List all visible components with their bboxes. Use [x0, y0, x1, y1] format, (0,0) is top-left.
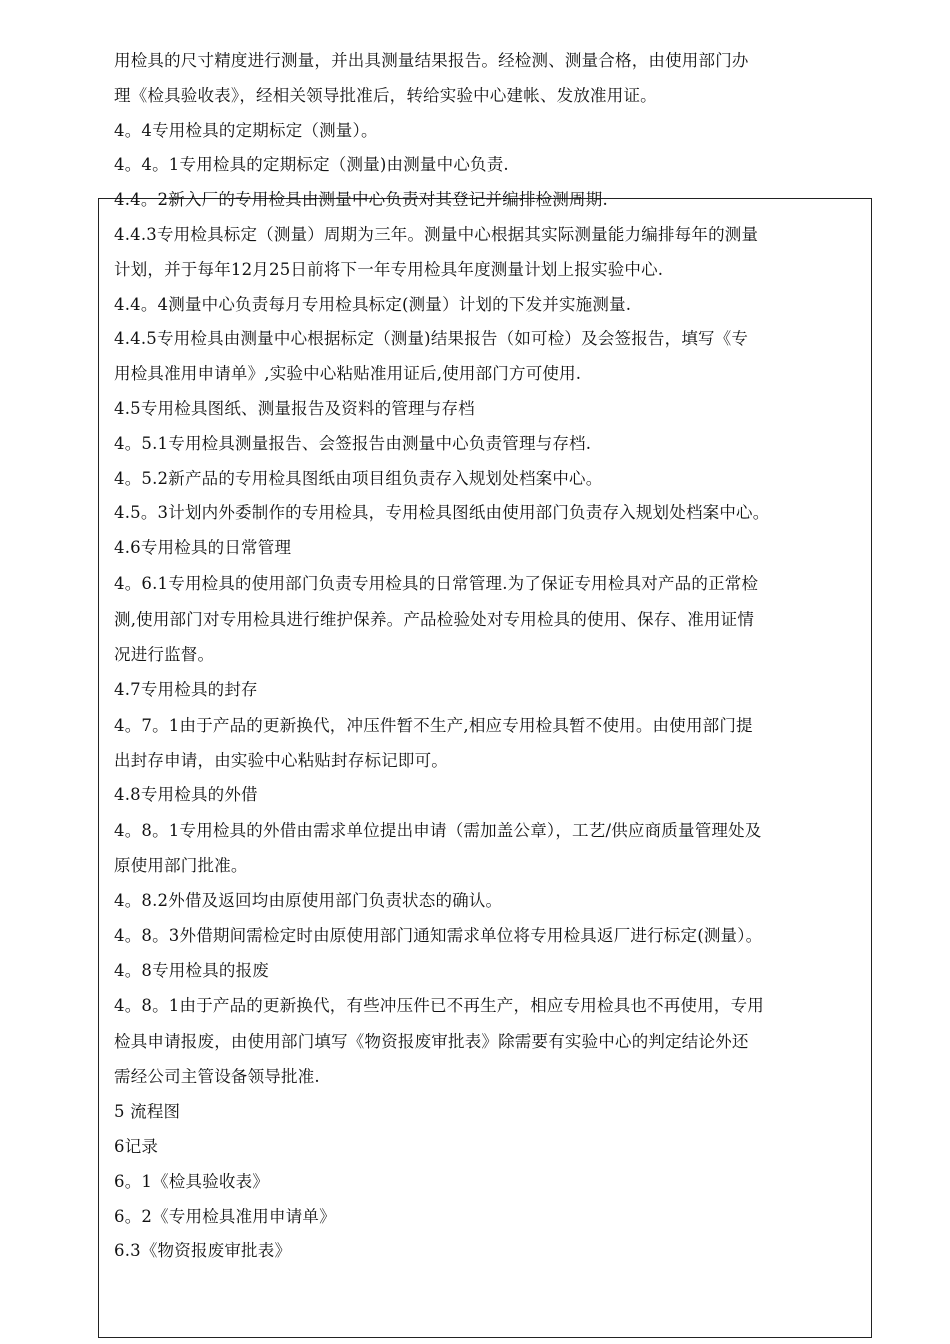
text-line: 4。8。1由于产品的更新换代，有些冲压件已不再生产，相应专用检具也不再使用，专用	[114, 996, 764, 1016]
text-line: 用检具的尺寸精度进行测量，并出具测量结果报告。经检测、测量合格，由使用部门办	[114, 51, 749, 70]
text-line: 4。8.2外借及返回均由原使用部门负责状态的确认。	[114, 890, 503, 910]
text-line: 原使用部门批准。	[114, 856, 248, 876]
document-body	[114, 44, 862, 1269]
record-item: 6。1《检具验收表》	[114, 1171, 269, 1191]
section-heading: 5 流程图	[114, 1102, 181, 1122]
section-heading: 6记录	[114, 1136, 159, 1156]
section-heading: 4.5专用检具图纸、测量报告及资料的管理与存档	[114, 398, 475, 418]
text-line: 4.4。4测量中心负责每月专用检具标定(测量）计划的下发并实施测量.	[114, 294, 632, 314]
text-line: 4。6.1专用检具的使用部门负责专用检具的日常管理.为了保证专用检具对产品的正常检	[114, 573, 759, 593]
text-line: 需经公司主管设备领导批准.	[114, 1067, 320, 1087]
text-line: 出封存申请，由实验中心粘贴封存标记即可。	[114, 750, 448, 770]
text-line: 4.5。3计划内外委制作的专用检具，专用检具图纸由使用部门负责存入规划处档案中心。	[114, 503, 770, 523]
text-line: 4.4。2新入厂的专用检具由测量中心负责对其登记并编排检测周期.	[114, 190, 608, 210]
section-heading: 4.6专用检具的日常管理	[114, 538, 292, 558]
text-line: 测,使用部门对专用检具进行维护保养。产品检验处对专用检具的使用、保存、准用证情	[114, 609, 755, 629]
text-line: 理《检具验收表》，经相关领导批准后，转给实验中心建帐、发放准用证。	[114, 85, 657, 105]
section-heading: 4.7专用检具的封存	[114, 679, 258, 699]
text-line: 4。8。1专用检具的外借由需求单位提出申请（需加盖公章），工艺/供应商质量管理处及	[114, 821, 762, 841]
text-line: 计划，并于每年12月25日前将下一年专用检具年度测量计划上报实验中心.	[114, 259, 664, 279]
text-line: 4。7。1由于产品的更新换代，冲压件暂不生产,相应专用检具暂不使用。由使用部门提	[114, 715, 753, 735]
section-heading: 4。8专用检具的报废	[114, 960, 269, 980]
section-heading: 4.8专用检具的外借	[114, 785, 258, 805]
text-line: 4。5.1专用检具测量报告、会签报告由测量中心负责管理与存档.	[114, 433, 592, 453]
record-item: 6.3《物资报废审批表》	[114, 1241, 292, 1261]
text-line: 4.4.3专用检具标定（测量）周期为三年。测量中心根据其实际测量能力编排每年的测量	[114, 224, 759, 244]
record-item: 6。2《专用检具准用申请单》	[114, 1206, 336, 1226]
section-heading: 4。4专用检具的定期标定（测量）。	[114, 120, 378, 140]
text-line: 况进行监督。	[114, 644, 215, 664]
text-line: 4.4.5专用检具由测量中心根据标定（测量)结果报告（如可检）及会签报告，填写《专	[114, 329, 749, 349]
text-line: 4。4。1专用检具的定期标定（测量)由测量中心负责.	[114, 155, 509, 175]
text-line: 用检具准用申请单》,实验中心粘贴准用证后,使用部门方可使用.	[114, 364, 582, 384]
text-line: 4。8。3外借期间需检定时由原使用部门通知需求单位将专用检具返厂进行标定(测量）。	[114, 925, 763, 945]
text-line: 检具申请报废，由使用部门填写《物资报废审批表》除需要有实验中心的判定结论外还	[114, 1032, 749, 1052]
text-line: 4。5.2新产品的专用检具图纸由项目组负责存入规划处档案中心。	[114, 468, 603, 488]
